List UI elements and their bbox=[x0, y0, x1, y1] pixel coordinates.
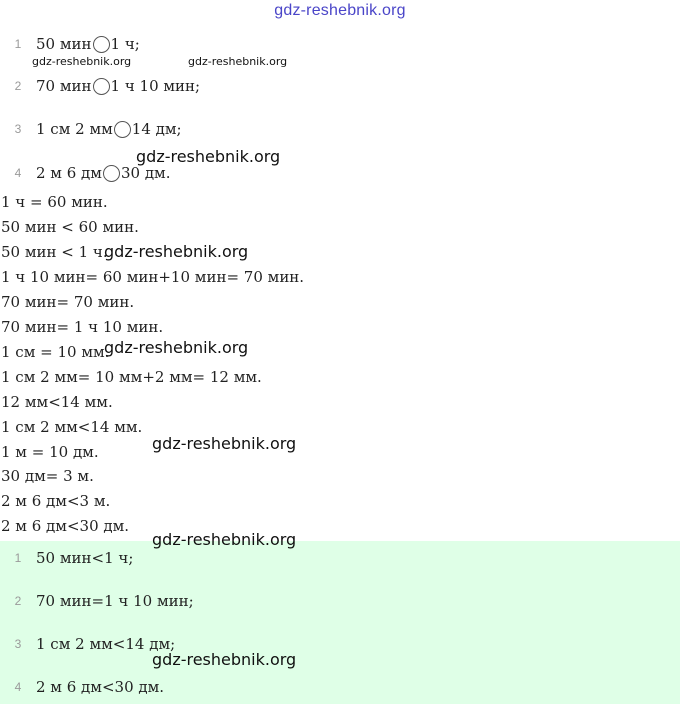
answer-row-4 bbox=[0, 672, 164, 702]
task-right-value: 1 ч 10 мин; bbox=[110, 77, 201, 95]
solution-line: 1 см 2 мм= 10 мм+2 мм= 12 мм. bbox=[1, 368, 262, 386]
task-number: 3 bbox=[14, 122, 22, 136]
task-number: 1 bbox=[14, 37, 22, 51]
watermark: gdz-reshebnik.org bbox=[104, 242, 249, 261]
task-right-value: 14 дм; bbox=[131, 120, 182, 138]
answer-number: 3 bbox=[14, 637, 22, 651]
solution-line: 70 мин= 70 мин. bbox=[1, 293, 135, 311]
solution-line: 1 м = 10 дм. bbox=[1, 443, 99, 461]
comparison-circle-icon[interactable] bbox=[93, 78, 110, 95]
answer-row-3 bbox=[0, 629, 175, 659]
task-row-3 bbox=[0, 114, 182, 144]
answer-text: 50 мин<1 ч; bbox=[36, 549, 134, 567]
answer-number: 1 bbox=[14, 551, 22, 565]
watermark: gdz-reshebnik.org bbox=[152, 650, 297, 669]
answer-text: 2 м 6 дм<30 дм. bbox=[36, 678, 165, 696]
task-left-value: 70 мин bbox=[36, 77, 92, 95]
task-right-value: 30 дм. bbox=[120, 164, 171, 182]
answer-text: 70 мин=1 ч 10 мин; bbox=[36, 592, 194, 610]
watermark: gdz-reshebnik.org bbox=[152, 530, 297, 549]
site-watermark-top: gdz-reshebnik.org bbox=[274, 2, 406, 19]
answer-row-1 bbox=[0, 543, 133, 573]
task-left-value: 2 м 6 дм bbox=[36, 164, 102, 182]
solution-line: 2 м 6 дм<30 дм. bbox=[1, 517, 130, 535]
watermark-small: gdz-reshebnik.org bbox=[188, 55, 288, 68]
solution-line: 30 дм= 3 м. bbox=[1, 467, 94, 485]
solution-line: 1 см 2 мм<14 мм. bbox=[1, 418, 143, 436]
solution-line: 1 см = 10 мм. bbox=[1, 343, 110, 361]
solution-line: 70 мин= 1 ч 10 мин. bbox=[1, 318, 164, 336]
solution-line: 2 м 6 дм<3 м. bbox=[1, 492, 111, 510]
solution-line: 1 ч = 60 мин. bbox=[1, 193, 108, 211]
task-number: 2 bbox=[14, 79, 22, 93]
answer-number: 4 bbox=[14, 680, 22, 694]
solution-line: 50 мин < 60 мин. bbox=[1, 218, 139, 236]
answer-number: 2 bbox=[14, 594, 22, 608]
solution-line: 1 ч 10 мин= 60 мин+10 мин= 70 мин. bbox=[1, 268, 305, 286]
watermark: gdz-reshebnik.org bbox=[136, 147, 281, 166]
task-right-value: 1 ч; bbox=[110, 35, 140, 53]
watermark-small: gdz-reshebnik.org bbox=[32, 55, 132, 68]
solution-line: 12 мм<14 мм. bbox=[1, 393, 113, 411]
task-left-value: 1 см 2 мм bbox=[36, 120, 113, 138]
task-number: 4 bbox=[14, 166, 22, 180]
solution-line: 50 мин < 1 ч. bbox=[1, 243, 108, 261]
watermark: gdz-reshebnik.org bbox=[104, 338, 249, 357]
task-left-value: 50 мин bbox=[36, 35, 92, 53]
comparison-circle-icon[interactable] bbox=[114, 121, 131, 138]
watermark: gdz-reshebnik.org bbox=[152, 434, 297, 453]
task-row-2 bbox=[0, 71, 200, 101]
answer-row-2 bbox=[0, 586, 194, 616]
answer-text: 1 см 2 мм<14 дм; bbox=[36, 635, 176, 653]
comparison-circle-icon[interactable] bbox=[103, 165, 120, 182]
comparison-circle-icon[interactable] bbox=[93, 36, 110, 53]
